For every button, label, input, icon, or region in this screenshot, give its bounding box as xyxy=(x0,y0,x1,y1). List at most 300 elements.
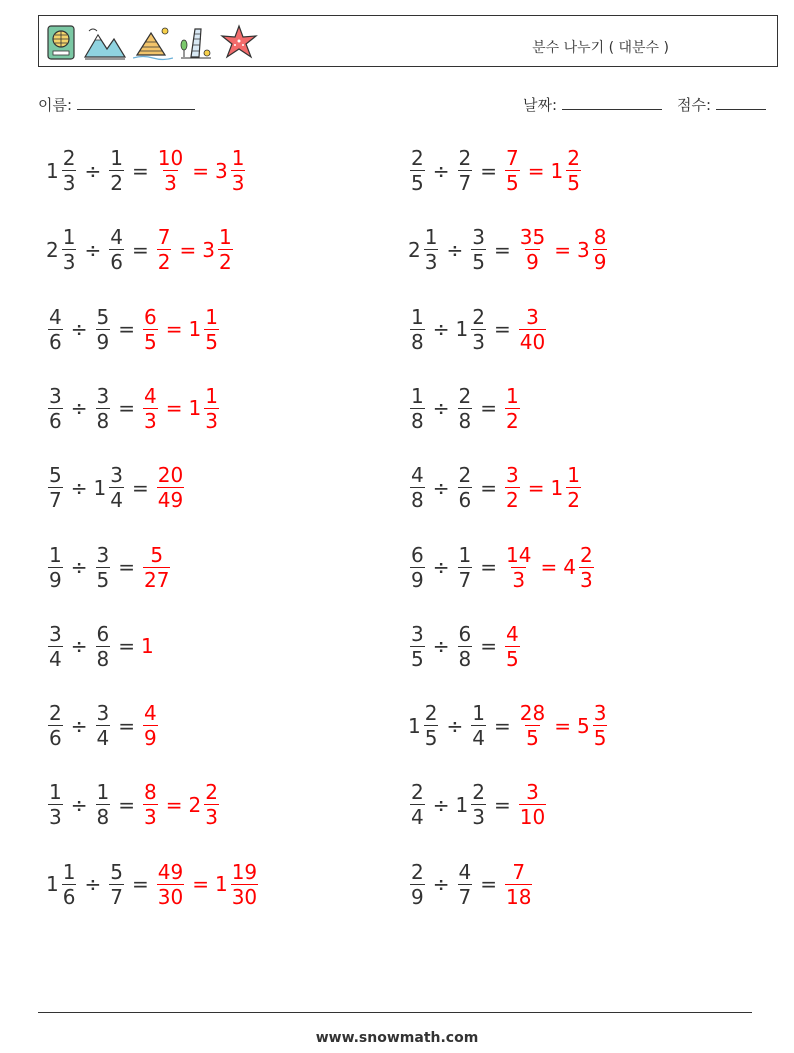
score-label: 점수: xyxy=(677,96,712,114)
dividend-fraction xyxy=(410,543,425,592)
dividend-denominator: 5 xyxy=(411,171,424,195)
answer-fraction xyxy=(218,225,233,274)
divisor xyxy=(456,305,488,354)
footer-divider xyxy=(38,1012,752,1013)
starfish-icon xyxy=(219,23,259,61)
answer xyxy=(503,622,522,671)
answer-fraction xyxy=(204,780,219,829)
mountains-icon xyxy=(83,23,127,61)
dividend xyxy=(408,780,427,829)
answer xyxy=(503,543,534,592)
divisor xyxy=(94,543,113,592)
problem-item xyxy=(46,146,247,195)
answer-denominator: 3 xyxy=(231,171,245,195)
answer-equals-sign: = xyxy=(165,792,183,817)
divide-sign: ÷ xyxy=(70,396,88,421)
divisor xyxy=(456,463,475,512)
divisor-denominator: 4 xyxy=(96,726,110,751)
problem-item xyxy=(46,622,155,671)
answer xyxy=(141,780,160,829)
answer-denominator: 5 xyxy=(567,171,580,195)
divisor xyxy=(456,860,475,909)
equals-sign: = xyxy=(493,237,511,262)
answer-whole: 1 xyxy=(550,475,564,500)
answer-value xyxy=(503,543,534,592)
answer xyxy=(215,860,260,909)
answer-denominator: 5 xyxy=(506,171,519,195)
answer-value xyxy=(548,225,609,274)
divisor-denominator: 7 xyxy=(458,884,472,909)
answer xyxy=(155,463,186,512)
answer-denominator: 5 xyxy=(593,726,607,751)
dividend-fraction xyxy=(62,146,77,195)
dividend-whole: 1 xyxy=(46,872,59,897)
dividend-fraction xyxy=(424,225,439,274)
divisor-denominator: 3 xyxy=(472,805,485,830)
answer-value xyxy=(141,543,172,592)
divisor-numerator: 3 xyxy=(110,463,123,488)
answer-value xyxy=(522,463,583,512)
answer-value xyxy=(141,634,155,659)
equals-sign: = xyxy=(118,792,135,817)
dividend xyxy=(46,146,78,195)
name-label: 이름: xyxy=(38,96,73,114)
divisor-denominator: 3 xyxy=(472,329,485,354)
divisor-fraction xyxy=(471,780,486,829)
dividend-numerator: 1 xyxy=(411,383,424,408)
divisor-denominator: 4 xyxy=(110,488,123,513)
divisor xyxy=(456,543,475,592)
dividend-denominator: 7 xyxy=(49,488,62,513)
divisor-whole: 1 xyxy=(455,317,469,342)
answer-value xyxy=(503,463,522,512)
problem-item xyxy=(46,701,160,750)
answer-fraction xyxy=(519,305,546,354)
answer-whole: 4 xyxy=(563,555,576,579)
divisor-fraction xyxy=(458,860,473,909)
divisor-fraction xyxy=(471,225,486,274)
answer-value xyxy=(503,860,534,909)
equals-sign: = xyxy=(118,396,135,421)
divisor-numerator: 6 xyxy=(458,621,472,646)
dividend xyxy=(46,225,78,274)
divide-sign: ÷ xyxy=(70,713,88,738)
divisor-numerator: 5 xyxy=(110,859,123,884)
dividend-denominator: 5 xyxy=(411,646,424,671)
divisor-denominator: 8 xyxy=(96,646,110,671)
answer-numerator: 6 xyxy=(144,304,157,329)
divisor xyxy=(94,384,113,433)
answer xyxy=(141,701,160,750)
divide-sign: ÷ xyxy=(446,713,464,738)
divisor-denominator: 9 xyxy=(96,329,110,354)
divisor-numerator: 3 xyxy=(472,225,485,250)
answer xyxy=(189,780,221,829)
answer-numerator: 10 xyxy=(157,146,184,170)
divisor-numerator: 2 xyxy=(458,383,472,408)
answer-numerator: 3 xyxy=(506,463,519,488)
divide-sign: ÷ xyxy=(84,872,102,897)
divide-sign: ÷ xyxy=(70,475,88,500)
answer xyxy=(503,146,522,195)
divisor-denominator: 2 xyxy=(110,171,123,195)
divisor-fraction xyxy=(96,384,111,433)
worksheet-title: 분수 나누기 ( 대분수 ) xyxy=(532,40,669,56)
answer-fraction xyxy=(519,225,546,274)
date-label: 날짜: xyxy=(523,96,558,114)
equals-sign: = xyxy=(131,158,149,183)
answer-equals-sign: = xyxy=(540,555,558,579)
dividend-numerator: 6 xyxy=(411,542,424,567)
answer-numerator: 4 xyxy=(144,701,157,726)
answer-denominator: 27 xyxy=(144,567,170,592)
answer-value xyxy=(548,701,609,750)
divisor-fraction xyxy=(96,305,111,354)
answer-fraction xyxy=(505,543,532,592)
answer-fraction xyxy=(566,463,581,512)
answer-denominator: 5 xyxy=(144,329,157,354)
answer-denominator: 2 xyxy=(218,250,232,275)
answer xyxy=(141,543,172,592)
answer-numerator: 8 xyxy=(593,225,607,250)
answer xyxy=(141,384,160,433)
answer-fraction xyxy=(505,622,520,671)
divisor-numerator: 5 xyxy=(96,304,110,329)
dividend-numerator: 1 xyxy=(62,859,76,884)
dividend xyxy=(46,384,65,433)
divisor-numerator: 2 xyxy=(458,463,472,488)
divisor xyxy=(456,146,475,195)
dividend-numerator: 4 xyxy=(411,463,424,488)
answer-numerator: 49 xyxy=(157,859,184,884)
divisor-denominator: 5 xyxy=(472,250,485,275)
answer-denominator: 3 xyxy=(164,171,177,195)
answer xyxy=(202,225,234,274)
dividend-fraction xyxy=(410,384,425,433)
answer-numerator: 19 xyxy=(231,859,258,884)
answer-value xyxy=(517,305,548,354)
answer-value xyxy=(141,305,160,354)
answer-whole: 3 xyxy=(214,158,228,183)
answer-denominator: 5 xyxy=(205,329,218,354)
equals-sign: = xyxy=(118,555,135,579)
answer-denominator: 5 xyxy=(526,726,539,751)
dividend-denominator: 3 xyxy=(62,250,76,275)
answer xyxy=(577,225,609,274)
answer-value xyxy=(155,463,186,512)
answer xyxy=(155,225,174,274)
divisor-denominator: 7 xyxy=(458,171,472,195)
answer-numerator: 1 xyxy=(567,463,580,488)
answer-numerator: 8 xyxy=(144,780,157,805)
divisor xyxy=(456,780,488,829)
problem-item xyxy=(408,622,522,671)
divide-sign: ÷ xyxy=(432,317,450,342)
dividend xyxy=(408,146,427,195)
dividend-fraction xyxy=(48,622,63,671)
dividend-denominator: 5 xyxy=(424,726,438,751)
equals-sign: = xyxy=(131,237,149,262)
divisor-fraction xyxy=(96,701,111,750)
answer-numerator: 2 xyxy=(579,542,593,567)
dividend xyxy=(408,860,427,909)
answer xyxy=(155,146,186,195)
answer-value xyxy=(141,780,160,829)
answer-numerator: 28 xyxy=(519,701,546,726)
dividend-fraction xyxy=(48,305,63,354)
dividend-denominator: 9 xyxy=(411,567,424,592)
answer-denominator: 10 xyxy=(519,805,546,830)
answer-whole: 2 xyxy=(188,792,202,817)
divisor-fraction xyxy=(109,146,124,195)
answer-fraction xyxy=(593,225,608,274)
divisor xyxy=(456,622,475,671)
dividend-denominator: 6 xyxy=(62,884,76,909)
equals-sign: = xyxy=(493,713,511,738)
divisor xyxy=(94,305,113,354)
answer-value xyxy=(503,622,522,671)
answer-value xyxy=(160,305,221,354)
answer-denominator: 3 xyxy=(144,805,157,830)
divisor-denominator: 8 xyxy=(96,408,110,433)
answer-fraction xyxy=(157,146,184,195)
dividend-fraction xyxy=(48,780,63,829)
divide-sign: ÷ xyxy=(432,396,450,421)
dividend xyxy=(408,225,440,274)
divide-sign: ÷ xyxy=(446,237,464,262)
dividend-denominator: 9 xyxy=(411,884,424,909)
dividend-fraction xyxy=(48,543,63,592)
dividend xyxy=(408,622,427,671)
answer-value xyxy=(160,384,221,433)
dividend-fraction xyxy=(410,146,425,195)
dividend-fraction xyxy=(62,860,77,909)
dividend xyxy=(408,701,440,750)
pyramid-icon xyxy=(133,23,173,61)
answer-numerator: 1 xyxy=(506,383,519,408)
divide-sign: ÷ xyxy=(84,237,102,262)
answer-numerator: 14 xyxy=(506,542,532,567)
dividend-fraction xyxy=(48,701,63,750)
dividend-numerator: 1 xyxy=(49,542,62,567)
answer-fraction xyxy=(157,463,184,512)
divide-sign: ÷ xyxy=(70,634,88,659)
dividend-numerator: 1 xyxy=(49,780,62,805)
answer-value xyxy=(186,146,247,195)
dividend xyxy=(408,543,427,592)
dividend-fraction xyxy=(410,463,425,512)
answer-denominator: 2 xyxy=(157,250,171,275)
dividend-fraction xyxy=(410,860,425,909)
divisor-fraction xyxy=(109,860,124,909)
equals-sign: = xyxy=(131,475,149,500)
divisor xyxy=(469,701,488,750)
answer xyxy=(517,225,548,274)
answer-equals-sign: = xyxy=(527,158,545,183)
answer-denominator: 2 xyxy=(506,408,519,433)
answer-numerator: 1 xyxy=(231,146,245,170)
answer-numerator: 7 xyxy=(157,225,171,250)
dividend-denominator: 3 xyxy=(62,171,76,195)
dividend-numerator: 2 xyxy=(411,146,424,170)
divisor-denominator: 8 xyxy=(96,805,110,830)
answer-value xyxy=(503,384,522,433)
problem-item xyxy=(408,225,609,274)
dividend xyxy=(46,543,65,592)
answer-fraction xyxy=(157,860,184,909)
divisor-fraction xyxy=(458,463,473,512)
divisor-denominator: 4 xyxy=(472,726,485,751)
answer-fraction xyxy=(566,146,581,195)
divide-sign: ÷ xyxy=(432,158,450,183)
answer xyxy=(503,463,522,512)
problem-item xyxy=(46,305,221,354)
divisor-whole: 1 xyxy=(455,792,469,817)
divisor-denominator: 6 xyxy=(458,488,472,513)
equals-sign: = xyxy=(480,555,497,579)
answer-value xyxy=(173,225,234,274)
answer-whole: 3 xyxy=(576,237,590,262)
answer-fraction xyxy=(593,701,608,750)
answer-fraction xyxy=(231,146,246,195)
answer-numerator: 4 xyxy=(506,621,519,646)
answer-denominator: 3 xyxy=(512,567,526,592)
answer-denominator: 18 xyxy=(506,884,532,909)
dividend xyxy=(46,463,65,512)
divisor xyxy=(469,225,488,274)
divisor-fraction xyxy=(96,543,111,592)
divisor-numerator: 2 xyxy=(458,146,472,170)
answer xyxy=(563,543,595,592)
dividend-denominator: 6 xyxy=(49,408,62,433)
answer-denominator: 40 xyxy=(519,329,546,354)
problem-item xyxy=(46,780,221,829)
dividend xyxy=(46,622,65,671)
divide-sign: ÷ xyxy=(84,158,102,183)
problem-item xyxy=(46,860,260,909)
dividend-numerator: 2 xyxy=(62,146,76,170)
dividend-numerator: 5 xyxy=(49,463,62,488)
answer-numerator: 1 xyxy=(205,304,218,329)
answer-denominator: 3 xyxy=(579,567,593,592)
divisor-numerator: 4 xyxy=(458,859,472,884)
dividend-numerator: 2 xyxy=(411,780,424,805)
answer-numerator: 3 xyxy=(526,304,539,329)
problem-item xyxy=(408,701,609,750)
answer-numerator: 3 xyxy=(593,701,607,726)
answer-numerator: 5 xyxy=(150,542,164,567)
dividend xyxy=(46,305,65,354)
answer-numerator: 1 xyxy=(205,383,218,408)
answer xyxy=(155,860,186,909)
date-field xyxy=(523,94,662,115)
divisor xyxy=(107,146,126,195)
problem-item xyxy=(408,146,583,195)
score-field xyxy=(677,94,766,115)
answer-fraction xyxy=(505,463,520,512)
divisor-denominator: 6 xyxy=(110,250,123,275)
date-line xyxy=(562,95,662,110)
answer-numerator: 2 xyxy=(205,780,218,805)
answer-denominator: 9 xyxy=(526,250,539,275)
divisor xyxy=(107,860,126,909)
equals-sign: = xyxy=(480,475,497,500)
answer-equals-sign: = xyxy=(554,237,571,262)
answer-denominator: 2 xyxy=(567,488,580,513)
answer-value xyxy=(522,146,583,195)
answer-denominator: 3 xyxy=(205,408,218,433)
answer-numerator: 4 xyxy=(144,383,157,408)
dividend-numerator: 1 xyxy=(62,225,76,250)
divisor xyxy=(94,463,126,512)
answer-denominator: 9 xyxy=(593,250,607,275)
dividend-whole: 1 xyxy=(46,158,59,183)
answer-value xyxy=(155,146,186,195)
answer-equals-sign: = xyxy=(554,713,571,738)
dividend-denominator: 8 xyxy=(411,488,424,513)
footer-url: www.snowmath.com xyxy=(315,1030,479,1046)
worksheet-header xyxy=(38,15,778,67)
divisor xyxy=(456,384,475,433)
answer xyxy=(551,146,583,195)
answer-fraction xyxy=(143,543,170,592)
dividend xyxy=(408,384,427,433)
dividend-denominator: 6 xyxy=(49,726,62,751)
dividend-numerator: 3 xyxy=(49,621,62,646)
divide-sign: ÷ xyxy=(70,792,88,817)
dividend-whole: 1 xyxy=(408,713,421,738)
dividend-denominator: 8 xyxy=(411,329,424,354)
answer-value xyxy=(503,146,522,195)
divisor-fraction xyxy=(458,543,473,592)
dividend-denominator: 8 xyxy=(411,408,424,433)
answer xyxy=(503,384,522,433)
answer-denominator: 5 xyxy=(506,646,519,671)
leaning-tower-icon xyxy=(179,23,213,61)
answer-denominator: 30 xyxy=(157,884,184,909)
header-icons xyxy=(45,22,259,62)
divisor-numerator: 3 xyxy=(96,701,110,726)
answer-value xyxy=(517,701,548,750)
answer xyxy=(141,305,160,354)
divisor-numerator: 6 xyxy=(96,621,110,646)
answer-fraction xyxy=(519,701,546,750)
answer-numerator: 7 xyxy=(512,859,526,884)
answer-whole: 1 xyxy=(214,872,228,897)
answer-equals-sign: = xyxy=(192,872,209,897)
answer-denominator: 2 xyxy=(506,488,519,513)
divisor-numerator: 2 xyxy=(472,304,485,329)
dividend-fraction xyxy=(62,225,77,274)
divisor-denominator: 7 xyxy=(110,884,123,909)
answer-numerator: 20 xyxy=(157,463,184,488)
answer-denominator: 49 xyxy=(157,488,184,513)
answer-numerator: 3 xyxy=(526,780,539,805)
divisor-denominator: 8 xyxy=(458,646,472,671)
divisor-fraction xyxy=(96,780,111,829)
equals-sign: = xyxy=(493,317,511,342)
answer xyxy=(551,463,583,512)
answer xyxy=(215,146,247,195)
dividend-fraction xyxy=(410,780,425,829)
problem-item xyxy=(46,463,186,512)
divisor-fraction xyxy=(109,463,124,512)
divide-sign: ÷ xyxy=(70,317,88,342)
divisor-numerator: 1 xyxy=(96,780,110,805)
equals-sign: = xyxy=(480,396,497,421)
answer-fraction xyxy=(143,384,158,433)
dividend-fraction xyxy=(48,384,63,433)
